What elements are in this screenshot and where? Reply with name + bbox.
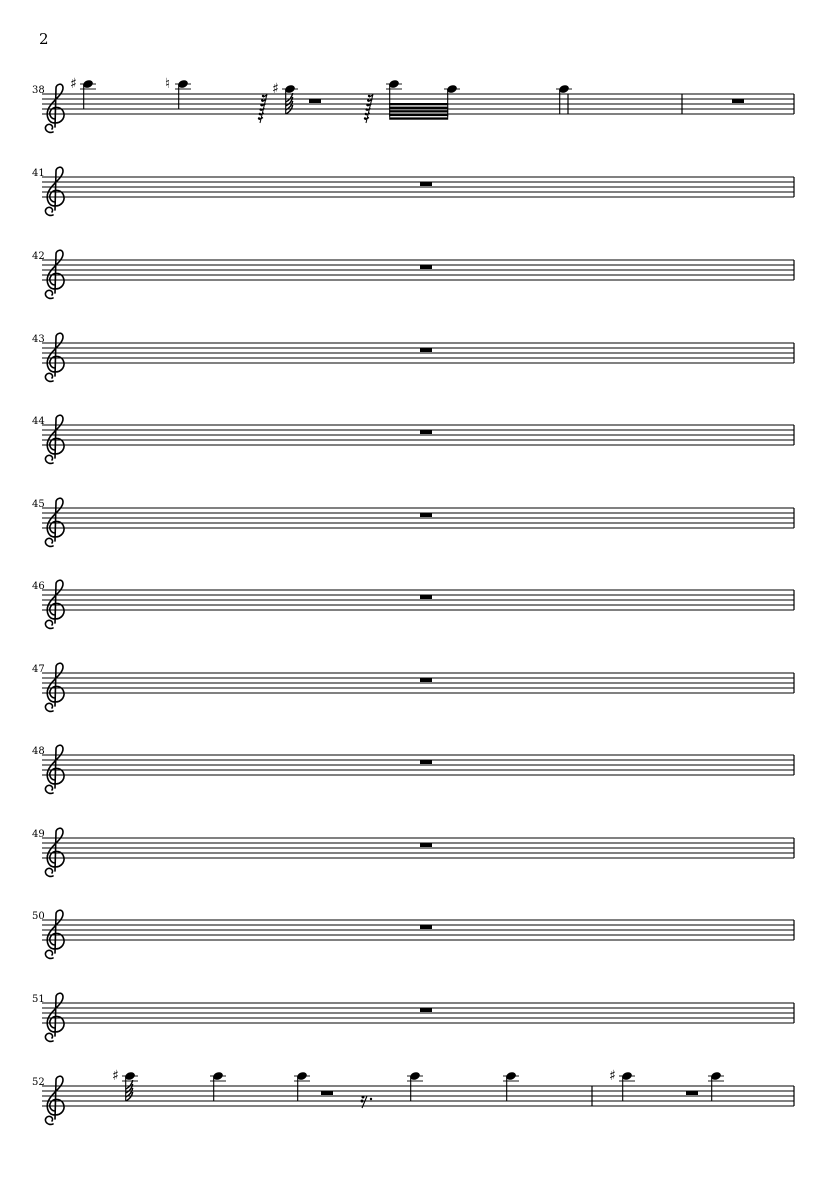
measure-number: 45	[32, 499, 45, 510]
whole-rest-icon	[420, 265, 432, 269]
treble-clef-icon	[45, 910, 64, 958]
treble-clef-icon	[45, 84, 64, 132]
whole-rest-icon	[321, 1091, 333, 1095]
measure-number: 51	[32, 994, 45, 1005]
rest-dot	[366, 104, 368, 106]
staff-system	[32, 167, 794, 215]
rest-dot	[368, 95, 370, 97]
whole-rest-icon	[420, 678, 432, 682]
augmentation-dot	[370, 1098, 372, 1100]
measure-number: 46	[32, 581, 45, 592]
natural-icon: ♮	[165, 76, 171, 92]
rest-dot	[262, 95, 264, 97]
staff-system	[32, 1068, 794, 1124]
measure-number: 48	[32, 746, 45, 757]
whole-rest-icon	[420, 348, 432, 352]
staff-system	[32, 993, 794, 1041]
measure-number: 42	[32, 251, 45, 262]
staff-system	[32, 910, 794, 958]
sharp-icon: ♯	[70, 76, 77, 92]
measure-number: 50	[32, 911, 45, 922]
page-number: 2	[39, 30, 49, 48]
staff-system	[32, 333, 794, 381]
whole-rest-icon	[420, 925, 432, 929]
measure-number: 41	[32, 168, 45, 179]
rest-dot	[365, 108, 367, 110]
staff-system	[32, 250, 794, 298]
treble-clef-icon	[45, 1076, 64, 1124]
beam	[389, 110, 448, 112]
measure-number: 43	[32, 334, 45, 345]
rest-dot	[365, 113, 367, 115]
rest-dot	[261, 99, 263, 101]
staff-system	[32, 415, 794, 463]
staff-system	[32, 745, 794, 793]
whole-rest-icon	[309, 99, 321, 103]
sharp-icon: ♯	[609, 1068, 616, 1084]
beam	[389, 107, 448, 109]
beam	[389, 103, 448, 105]
rest-dot	[361, 1100, 364, 1103]
whole-rest-icon	[420, 760, 432, 764]
measure-number: 44	[32, 416, 45, 427]
whole-rest-icon	[420, 182, 432, 186]
beam	[389, 114, 448, 116]
rest-dot	[362, 1096, 365, 1099]
rest-dot	[260, 104, 262, 106]
rest-dot	[259, 113, 261, 115]
measure-number: 52	[32, 1077, 45, 1088]
rest-dot	[258, 117, 260, 119]
treble-clef-icon	[45, 663, 64, 711]
measure-number: 47	[32, 664, 45, 675]
rest-dot	[364, 117, 366, 119]
treble-clef-icon	[45, 828, 64, 876]
staff-system	[32, 580, 794, 628]
whole-rest-icon	[732, 99, 744, 103]
whole-rest-icon	[420, 430, 432, 434]
sharp-icon: ♯	[112, 1068, 119, 1084]
whole-rest-icon	[420, 843, 432, 847]
treble-clef-icon	[45, 993, 64, 1041]
measure-number: 38	[32, 85, 45, 96]
whole-rest-icon	[420, 595, 432, 599]
staff-system	[32, 663, 794, 711]
rest-dot	[367, 99, 369, 101]
staff-system	[32, 828, 794, 876]
whole-rest-icon	[686, 1091, 698, 1095]
measure-number: 49	[32, 829, 45, 840]
treble-clef-icon	[45, 498, 64, 546]
treble-clef-icon	[45, 167, 64, 215]
sharp-icon: ♯	[272, 81, 279, 97]
treble-clef-icon	[45, 333, 64, 381]
treble-clef-icon	[45, 745, 64, 793]
treble-clef-icon	[45, 580, 64, 628]
staff-system	[32, 76, 794, 132]
staff-system	[32, 498, 794, 546]
whole-rest-icon	[420, 513, 432, 517]
treble-clef-icon	[45, 250, 64, 298]
rest-dot	[259, 108, 261, 110]
whole-rest-icon	[420, 1008, 432, 1012]
beam	[389, 117, 448, 119]
treble-clef-icon	[45, 415, 64, 463]
